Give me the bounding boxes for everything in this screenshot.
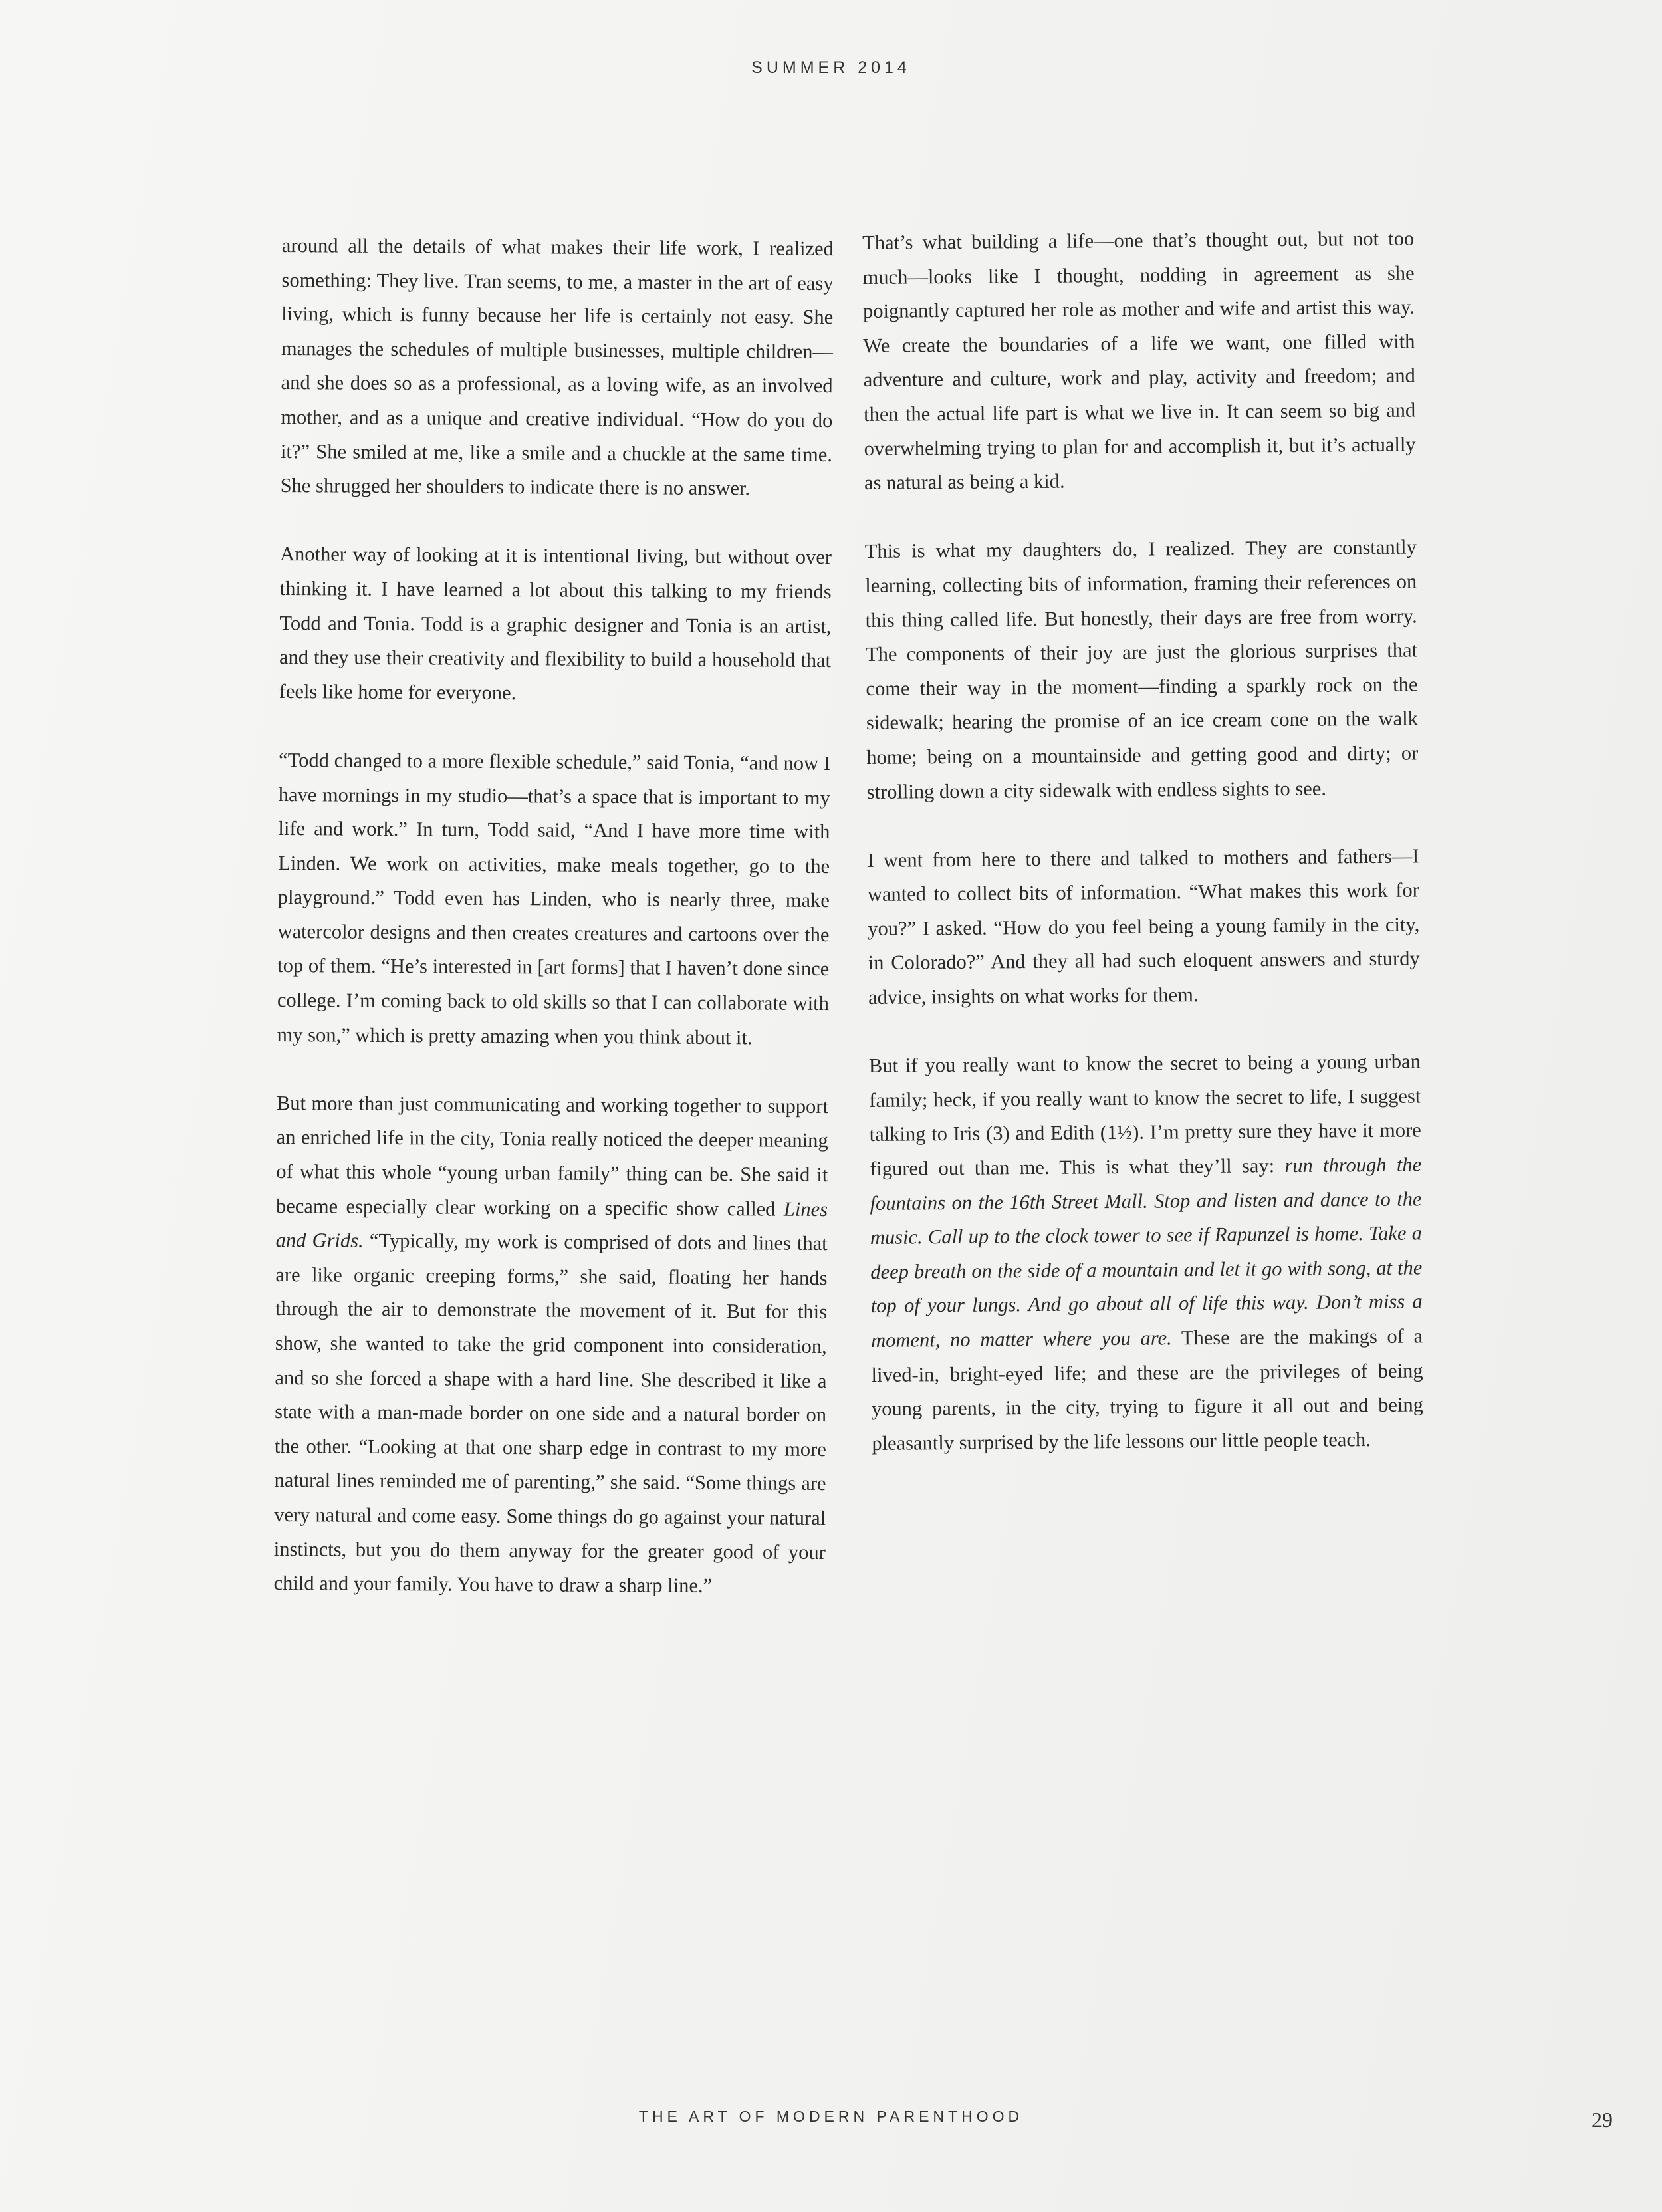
right-paragraph-4-start: But if you really want to know the secret to being a young urban family; heck, if you really want to know the secret to life, I suggest talking to Iris (3) and Edith (1½). I’m pretty sure they have it more figured out than me. This is what they’ll say: — [868, 1050, 1421, 1180]
left-paragraph-4 — [273, 1086, 828, 1604]
show-title: Lines and Grids. — [275, 1197, 828, 1252]
italic-advice: run through the fountains on the 16th Street Mall. Stop and listen and dance to the music. Call up to the clock tower to see if Rapunzel is home. Take a deep breath on the side of a mountain and let it go with song, at the top of your lungs. And go about all of life this way. Don’t miss a moment, no matter where you are. — [870, 1153, 1423, 1352]
left-paragraph-3: “Todd changed to a more flexible schedule,” said Tonia, “and now I have mornings in my studio—that’s a space that is important to my life and work.” In turn, Todd said, “And I have more time with Linden. We work on activities, make meals together, go to the playground.” Todd even has Linden, who is nearly three, make watercolor designs and then creates creatures and cartoons over the top of them. “He’s interested in [art forms] that I haven’t done since college. I’m coming back to old skills so that I can collaborate with my son,” which is pretty amazing when you think about it. — [277, 748, 831, 1049]
left-paragraph-4-end: “Typically, my work is comprised of dots and lines that are like organic creeping forms,” she said, floating her hands through the air to demonstrate the movement of it. But for this show, she wanted to take the grid component into consideration, and so she forced a shape with a hard line. She described it like a state with a man-made border on one side and a natural border on the other. “Looking at that one sharp edge in contrast to my more natural lines reminded me of parenting,” she said. “Some things are very natural and come easy. Some things do go against your natural instincts, but you do them anyway for the greater good of your child and your family. You have to draw a sharp line.” — [273, 1229, 828, 1598]
left-paragraph-4-start: But more than just communicating and working together to support an enriched life in the city, Tonia really noticed the deeper meaning of what this whole “young urban family” thing can be. She said it became especially clear working on a specific show called — [275, 1091, 829, 1221]
right-column — [862, 221, 1424, 1461]
page-number: 29 — [1592, 2108, 1613, 2132]
right-paragraph-2: This is what my daughters do, I realized. They are constantly learning, collecting bits of information, framing their references on this thing called life. But honestly, their days are free from worry. The components of their joy are just the glorious surprises that come their way in the moment—finding a sparkly rock on the sidewalk; hearing the promise of an ice cream cone on the walk home; being on a mountainside and getting good and dirty; or strolling down a city sidewalk with endless sights to see. — [864, 535, 1419, 803]
left-paragraph-1: around all the details of what makes their life work, I realized something: They live. Tran seems, to me, a master in the art of easy living, which is funny because her life is certainly not easy. She manages the schedules of multiple businesses, multiple children—and she does so as a professional, as a loving wife, as an involved mother, and as a unique and creative individual. “How do you do it?” She smiled at me, like a smile and a chuckle at the same time. She shrugged her shoulders to indicate there is no answer. — [280, 233, 834, 500]
right-paragraph-4 — [869, 1045, 1424, 1461]
right-paragraph-3: I went from here to there and talked to mothers and fathers—I wanted to collect bits of information. “What makes this work for you?” I asked. “How do you feel being a young family in the city, in Colorado?” And they all had such eloquent answers and sturdy advice, insights on what works for them. — [867, 844, 1420, 1009]
issue-header: SUMMER 2014 — [751, 59, 911, 77]
right-paragraph-1: That’s what building a life—one that’s thought out, but not too much—looks like I thought, nodding in agreement as she poignantly captured her role as mother and wife and artist this way. We create the boundaries of a life we want, one filled with adventure and culture, work and play, activity and freedom; and then the actual life part is what we live in. It can seem so big and overwhelming trying to plan for and accomplish it, but it’s actually as natural as being a kid. — [862, 227, 1416, 495]
left-column — [273, 229, 834, 1604]
right-paragraph-4-end: These are the makings of a lived-in, bright-eyed life; and these are the privileges of being young parents, in the city, trying to figure it all out and being pleasantly surprised by the life lessons our little people teach. — [871, 1324, 1424, 1455]
footer-title: THE ART OF MODERN PARENTHOOD — [638, 2108, 1024, 2125]
left-paragraph-2: Another way of looking at it is intentional living, but without over thinking it. I have learned a lot about this talking to my friends Todd and Tonia. Todd is a graphic designer and Tonia is an artist, and they use their creativity and flexibility to build a household that feels like home for everyone. — [279, 543, 832, 704]
